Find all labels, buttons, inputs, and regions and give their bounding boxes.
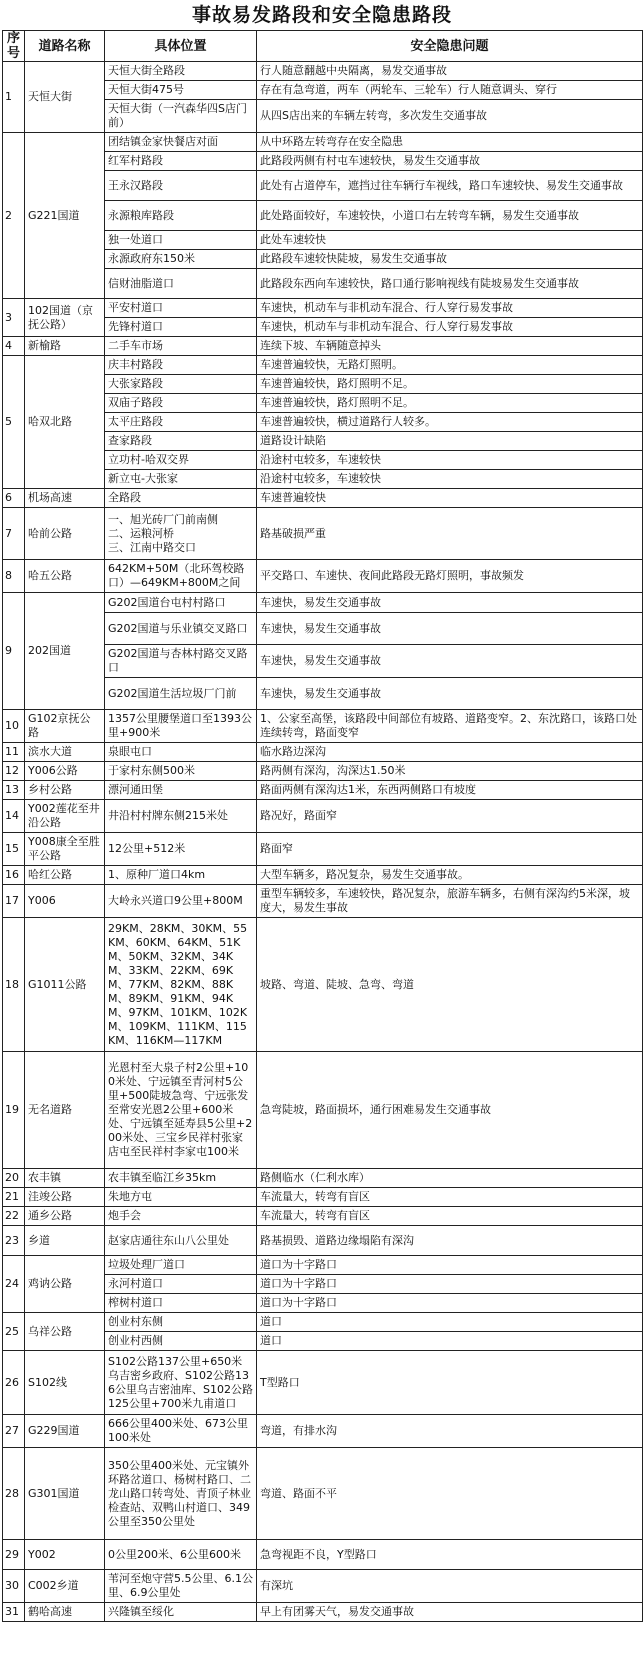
table-row bbox=[3, 1415, 643, 1448]
location-cell: 1357公里腰堡道口至1393公里+900米 bbox=[105, 710, 257, 743]
row-index: 20 bbox=[3, 1169, 25, 1188]
location-cell: 双庙子路段 bbox=[105, 394, 257, 413]
location-cell: 新立屯-大张家 bbox=[105, 470, 257, 489]
location-cell: 天恒大街（一汽森华四S店门前） bbox=[105, 100, 257, 133]
row-index: 7 bbox=[3, 508, 25, 560]
location-cell: G202国道与杏林村路交叉路口 bbox=[105, 645, 257, 678]
road-name: 无名道路 bbox=[25, 1052, 105, 1169]
row-index: 25 bbox=[3, 1313, 25, 1351]
location-cell: 独一处道口 bbox=[105, 231, 257, 250]
road-name: 202国道 bbox=[25, 593, 105, 710]
issue-cell: 从四S店出来的车辆左转弯，多次发生交通事故 bbox=[257, 100, 643, 133]
road-name: 哈前公路 bbox=[25, 508, 105, 560]
issue-cell: 路况好，路面窄 bbox=[257, 800, 643, 833]
issue-cell: 早上有团雾天气，易发交通事故 bbox=[257, 1603, 643, 1622]
table-row bbox=[3, 337, 643, 356]
issue-cell: 路侧临水（仁利水库） bbox=[257, 1169, 643, 1188]
location-cell: 平安村道口 bbox=[105, 299, 257, 318]
issue-cell: 车速快，机动车与非机动车混合、行人穿行易发事故 bbox=[257, 318, 643, 337]
road-name: G229国道 bbox=[25, 1415, 105, 1448]
row-index: 8 bbox=[3, 560, 25, 593]
issue-cell: 此路段车速较快陡坡，易发生交通事故 bbox=[257, 250, 643, 269]
table-body bbox=[3, 62, 643, 1622]
issue-cell: 有深坑 bbox=[257, 1570, 643, 1603]
issue-cell: 此路段两侧有村屯车速较快，易发生交通事故 bbox=[257, 152, 643, 171]
road-name: Y002 bbox=[25, 1540, 105, 1570]
location-cell: 大岭永兴道口9公里+800M bbox=[105, 885, 257, 918]
issue-cell: 道口为十字路口 bbox=[257, 1275, 643, 1294]
table-row bbox=[3, 489, 643, 508]
location-cell: 天恒大街475号 bbox=[105, 81, 257, 100]
road-name: 通乡公路 bbox=[25, 1207, 105, 1226]
issue-cell: 路面两侧有深沟达1米，东西两侧路口有坡度 bbox=[257, 781, 643, 800]
issue-cell: 此路段东西向车速较快，路口通行影响视线有陡坡易发生交通事故 bbox=[257, 269, 643, 299]
row-index: 11 bbox=[3, 743, 25, 762]
row-index: 12 bbox=[3, 762, 25, 781]
table-row bbox=[3, 1226, 643, 1256]
row-index: 14 bbox=[3, 800, 25, 833]
row-index: 4 bbox=[3, 337, 25, 356]
issue-cell: 车速普遍较快，无路灯照明。 bbox=[257, 356, 643, 375]
row-index: 31 bbox=[3, 1603, 25, 1622]
location-cell: 信财油脂道口 bbox=[105, 269, 257, 299]
table-row bbox=[3, 1207, 643, 1226]
table-row bbox=[3, 593, 643, 613]
issue-cell: 1、公家至高堡，该路段中间部位有坡路、道路变窄。2、东沈路口，该路口处连续转弯，路面变窄 bbox=[257, 710, 643, 743]
table-row bbox=[3, 1052, 643, 1169]
issue-cell: 坡路、弯道、陡坡、急弯、弯道 bbox=[257, 918, 643, 1052]
issue-cell: 临水路边深沟 bbox=[257, 743, 643, 762]
table-row bbox=[3, 1313, 643, 1332]
location-cell: 永源粮库路段 bbox=[105, 201, 257, 231]
issue-cell: 路基损毁、道路边缘塌陷有深沟 bbox=[257, 1226, 643, 1256]
table-header-row bbox=[3, 31, 643, 62]
road-name: 102国道（京抚公路） bbox=[25, 299, 105, 337]
row-index: 30 bbox=[3, 1570, 25, 1603]
road-name: 天恒大街 bbox=[25, 62, 105, 133]
issue-cell: 急弯视距不良，Y型路口 bbox=[257, 1540, 643, 1570]
road-name: 哈红公路 bbox=[25, 866, 105, 885]
location-cell: 太平庄路段 bbox=[105, 413, 257, 432]
issue-cell: 道口 bbox=[257, 1313, 643, 1332]
location-cell: 兴隆镇至绥化 bbox=[105, 1603, 257, 1622]
location-cell: 泉眼屯口 bbox=[105, 743, 257, 762]
issue-cell: 车速普遍较快 bbox=[257, 489, 643, 508]
issue-cell: 车流量大，转弯有盲区 bbox=[257, 1188, 643, 1207]
road-name: 乌祥公路 bbox=[25, 1313, 105, 1351]
table-row bbox=[3, 885, 643, 918]
issue-cell: 大型车辆多，路况复杂，易发生交通事故。 bbox=[257, 866, 643, 885]
location-cell: 创业村东侧 bbox=[105, 1313, 257, 1332]
issue-cell: 车速普遍较快，横过道路行人较多。 bbox=[257, 413, 643, 432]
issue-cell: 从中环路左转弯存在安全隐患 bbox=[257, 133, 643, 152]
location-cell: 创业村西侧 bbox=[105, 1332, 257, 1351]
road-name: 洼竣公路 bbox=[25, 1188, 105, 1207]
header-issue: 安全隐患问题 bbox=[257, 31, 643, 62]
issue-cell: 车速快，易发生交通事故 bbox=[257, 613, 643, 645]
location-cell: 350公里400米处、元宝镇外环路岔道口、杨树村路口、二龙山路口转弯处、青顶子林业检查站、双鸭山村道口、349公里至350公里处 bbox=[105, 1448, 257, 1540]
location-cell: 于家村东侧500米 bbox=[105, 762, 257, 781]
row-index: 23 bbox=[3, 1226, 25, 1256]
road-name: 哈五公路 bbox=[25, 560, 105, 593]
location-cell: 庆丰村路段 bbox=[105, 356, 257, 375]
issue-cell: 沿途村屯较多，车速较快 bbox=[257, 451, 643, 470]
row-index: 18 bbox=[3, 918, 25, 1052]
row-index: 19 bbox=[3, 1052, 25, 1169]
table-row bbox=[3, 1448, 643, 1540]
location-cell: 0公里200米、6公里600米 bbox=[105, 1540, 257, 1570]
location-cell: 二手车市场 bbox=[105, 337, 257, 356]
table-row bbox=[3, 133, 643, 152]
location-cell: 永河村道口 bbox=[105, 1275, 257, 1294]
issue-cell: 道口 bbox=[257, 1332, 643, 1351]
table-row bbox=[3, 356, 643, 375]
road-name: C002乡道 bbox=[25, 1570, 105, 1603]
issue-cell: 存在有急弯道，两车（两轮车、三轮车）行人随意调头、穿行 bbox=[257, 81, 643, 100]
location-cell: 查家路段 bbox=[105, 432, 257, 451]
location-cell: 红军村路段 bbox=[105, 152, 257, 171]
road-name: Y008康全至胜平公路 bbox=[25, 833, 105, 866]
header-location: 具体位置 bbox=[105, 31, 257, 62]
table-row bbox=[3, 866, 643, 885]
issue-cell: 急弯陡坡，路面损坏，通行困难易发生交通事故 bbox=[257, 1052, 643, 1169]
location-cell: 炮手会 bbox=[105, 1207, 257, 1226]
table-row bbox=[3, 833, 643, 866]
location-cell: 29KM、28KM、30KM、55KM、60KM、64KM、51KM、50KM、32KM、34KM、33KM、22KM、69KM、77KM、82KM、88KM、89KM、91KM、94KM、97KM、101KM、102KM、109KM、111KM、115KM、116KM—117KM bbox=[105, 918, 257, 1052]
road-name: 乡村公路 bbox=[25, 781, 105, 800]
location-cell: 王永汉路段 bbox=[105, 171, 257, 201]
row-index: 22 bbox=[3, 1207, 25, 1226]
issue-cell: 弯道，有排水沟 bbox=[257, 1415, 643, 1448]
table-row bbox=[3, 508, 643, 560]
row-index: 13 bbox=[3, 781, 25, 800]
hazard-road-table bbox=[2, 30, 643, 1622]
location-cell: G202国道生活垃圾厂门前 bbox=[105, 678, 257, 710]
location-cell: 立功村-哈双交界 bbox=[105, 451, 257, 470]
issue-cell: 路两侧有深沟，沟深达1.50米 bbox=[257, 762, 643, 781]
location-cell: G202国道台屯村村路口 bbox=[105, 593, 257, 613]
table-row bbox=[3, 800, 643, 833]
location-cell: S102公路137公里+650米乌吉密乡政府、S102公路136公里乌吉密油库、S102公路125公里+700米九甫道口 bbox=[105, 1351, 257, 1415]
road-name: 鸡讷公路 bbox=[25, 1256, 105, 1313]
issue-cell: 车速普遍较快，路灯照明不足。 bbox=[257, 394, 643, 413]
issue-cell: 车速快，易发生交通事故 bbox=[257, 593, 643, 613]
location-cell: 榨树村道口 bbox=[105, 1294, 257, 1313]
location-cell: 永源政府东150米 bbox=[105, 250, 257, 269]
location-cell: 一、旭光砖厂门前南侧 二、运粮河桥 三、江南中路交口 bbox=[105, 508, 257, 560]
row-index: 15 bbox=[3, 833, 25, 866]
road-name: 乡道 bbox=[25, 1226, 105, 1256]
issue-cell: 此处有占道停车，遮挡过往车辆行车视线，路口车速较快、易发生交通事故 bbox=[257, 171, 643, 201]
road-name: Y006公路 bbox=[25, 762, 105, 781]
road-name: 哈双北路 bbox=[25, 356, 105, 489]
row-index: 3 bbox=[3, 299, 25, 337]
table-row bbox=[3, 299, 643, 318]
table-row bbox=[3, 1603, 643, 1622]
row-index: 16 bbox=[3, 866, 25, 885]
location-cell: 光恩村至大泉子村2公里+100米处、宁远镇至青河村5公里+500陡坡急弯、宁远张发至常安光恩2公里+600米处、宁远镇至延寿县5公里+200米处、三宝乡民祥村张家店屯至民祥村李家屯100米 bbox=[105, 1052, 257, 1169]
road-name: G102京抚公路 bbox=[25, 710, 105, 743]
row-index: 5 bbox=[3, 356, 25, 489]
road-name: 农丰镇 bbox=[25, 1169, 105, 1188]
issue-cell: T型路口 bbox=[257, 1351, 643, 1415]
location-cell: 团结镇金家快餐店对面 bbox=[105, 133, 257, 152]
table-row bbox=[3, 781, 643, 800]
table-row bbox=[3, 1169, 643, 1188]
row-index: 10 bbox=[3, 710, 25, 743]
row-index: 21 bbox=[3, 1188, 25, 1207]
location-cell: 先锋村道口 bbox=[105, 318, 257, 337]
road-name: G1011公路 bbox=[25, 918, 105, 1052]
row-index: 1 bbox=[3, 62, 25, 133]
issue-cell: 路基破损严重 bbox=[257, 508, 643, 560]
road-name: 鹤哈高速 bbox=[25, 1603, 105, 1622]
issue-cell: 行人随意翻越中央隔离，易发交通事故 bbox=[257, 62, 643, 81]
location-cell: 642KM+50M（北环驾校路口）—649KM+800M之间 bbox=[105, 560, 257, 593]
row-index: 6 bbox=[3, 489, 25, 508]
road-name: 新榆路 bbox=[25, 337, 105, 356]
row-index: 17 bbox=[3, 885, 25, 918]
location-cell: 垃圾处理厂道口 bbox=[105, 1256, 257, 1275]
location-cell: 666公里400米处、673公里100米处 bbox=[105, 1415, 257, 1448]
table-row bbox=[3, 918, 643, 1052]
table-row bbox=[3, 743, 643, 762]
location-cell: 全路段 bbox=[105, 489, 257, 508]
issue-cell: 连续下坡、车辆随意掉头 bbox=[257, 337, 643, 356]
road-name: G301国道 bbox=[25, 1448, 105, 1540]
issue-cell: 车速快，机动车与非机动车混合、行人穿行易发事故 bbox=[257, 299, 643, 318]
table-row bbox=[3, 1351, 643, 1415]
table-row bbox=[3, 1540, 643, 1570]
issue-cell: 弯道、路面不平 bbox=[257, 1448, 643, 1540]
header-idx: 序号 bbox=[3, 31, 25, 62]
issue-cell: 此处路面较好，车速较快，小道口右左转弯车辆，易发生交通事故 bbox=[257, 201, 643, 231]
issue-cell: 道口为十字路口 bbox=[257, 1256, 643, 1275]
issue-cell: 车速普遍较快，路灯照明不足。 bbox=[257, 375, 643, 394]
issue-cell: 平交路口、车速快、夜间此路段无路灯照明，事故频发 bbox=[257, 560, 643, 593]
location-cell: 漂河通田堡 bbox=[105, 781, 257, 800]
table-row bbox=[3, 1570, 643, 1603]
road-name: Y002莲花至井沿公路 bbox=[25, 800, 105, 833]
row-index: 24 bbox=[3, 1256, 25, 1313]
issue-cell: 道口为十字路口 bbox=[257, 1294, 643, 1313]
location-cell: 12公里+512米 bbox=[105, 833, 257, 866]
issue-cell: 路面窄 bbox=[257, 833, 643, 866]
road-name: G221国道 bbox=[25, 133, 105, 299]
row-index: 26 bbox=[3, 1351, 25, 1415]
issue-cell: 车流量大，转弯有盲区 bbox=[257, 1207, 643, 1226]
header-road: 道路名称 bbox=[25, 31, 105, 62]
row-index: 27 bbox=[3, 1415, 25, 1448]
table-row bbox=[3, 1256, 643, 1275]
issue-cell: 此处车速较快 bbox=[257, 231, 643, 250]
table-row bbox=[3, 1188, 643, 1207]
table-row bbox=[3, 560, 643, 593]
row-index: 28 bbox=[3, 1448, 25, 1540]
location-cell: G202国道与乐业镇交叉路口 bbox=[105, 613, 257, 645]
location-cell: 苇河至炮守营5.5公里、6.1公里、6.9公里处 bbox=[105, 1570, 257, 1603]
table-row bbox=[3, 62, 643, 81]
table-row bbox=[3, 762, 643, 781]
issue-cell: 沿途村屯较多，车速较快 bbox=[257, 470, 643, 489]
road-name: Y006 bbox=[25, 885, 105, 918]
location-cell: 赵家店通往东山八公里处 bbox=[105, 1226, 257, 1256]
location-cell: 朱地方屯 bbox=[105, 1188, 257, 1207]
issue-cell: 车速快，易发生交通事故 bbox=[257, 645, 643, 678]
row-index: 9 bbox=[3, 593, 25, 710]
issue-cell: 重型车辆较多，车速较快，路况复杂，旅游车辆多，右侧有深沟约5米深，坡度大，易发生事故 bbox=[257, 885, 643, 918]
location-cell: 1、原种厂道口4km bbox=[105, 866, 257, 885]
location-cell: 天恒大街全路段 bbox=[105, 62, 257, 81]
location-cell: 农丰镇至临江乡35km bbox=[105, 1169, 257, 1188]
location-cell: 大张家路段 bbox=[105, 375, 257, 394]
road-name: S102线 bbox=[25, 1351, 105, 1415]
row-index: 2 bbox=[3, 133, 25, 299]
issue-cell: 车速快，易发生交通事故 bbox=[257, 678, 643, 710]
location-cell: 井沿村村牌东侧215米处 bbox=[105, 800, 257, 833]
road-name: 滨水大道 bbox=[25, 743, 105, 762]
road-name: 机场高速 bbox=[25, 489, 105, 508]
issue-cell: 道路设计缺陷 bbox=[257, 432, 643, 451]
page-title: 事故易发路段和安全隐患路段 bbox=[191, 4, 452, 26]
table-row bbox=[3, 710, 643, 743]
row-index: 29 bbox=[3, 1540, 25, 1570]
